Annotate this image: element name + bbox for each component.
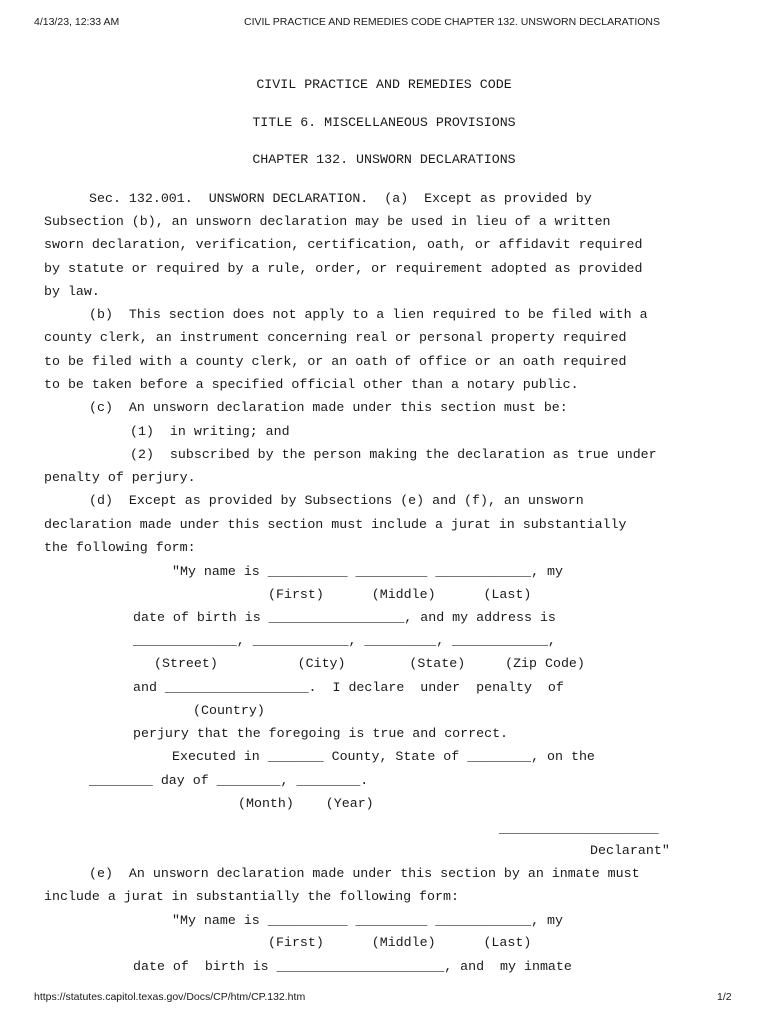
subsection-b-line: (b) This section does not apply to a lien required to be filed with a [89, 307, 648, 322]
body-line: to be filed with a county clerk, or an oath of office or an oath required [44, 354, 627, 369]
source-url: https://statutes.capitol.texas.gov/Docs/CP/htm/CP.132.htm [34, 991, 306, 1003]
jurat-line: perjury that the foregoing is true and correct. [133, 726, 509, 741]
jurat-line: and __________________. I declare under penalty of [133, 680, 564, 695]
jurat-line: date of birth is _________________, and my address is [133, 610, 556, 625]
item-1-line: (1) in writing; and [130, 424, 290, 439]
jurat-line: "My name is __________ _________ ____________, my [172, 913, 563, 928]
body-line: penalty of perjury. [44, 470, 196, 485]
page-number: 1/2 [717, 991, 732, 1003]
body-line: by law. [44, 284, 100, 299]
chapter-heading: CHAPTER 132. UNSWORN DECLARATIONS [252, 152, 516, 167]
body-line: to be taken before a specified official other than a notary public. [44, 377, 579, 392]
jurat-field-labels: (First) (Middle) (Last) [268, 935, 532, 950]
jurat-line: _____________, ____________, _________, ____________, [133, 633, 556, 648]
body-line: Subsection (b), an unsworn declaration may be used in lieu of a written [44, 214, 611, 229]
title-heading: TITLE 6. MISCELLANEOUS PROVISIONS [252, 115, 516, 130]
subsection-e-line: (e) An unsworn declaration made under this section by an inmate must [89, 866, 640, 881]
item-2-line: (2) subscribed by the person making the declaration as true under [130, 447, 657, 462]
signature-line: ____________________ [499, 821, 659, 836]
jurat-field-labels: (Country) [193, 703, 265, 718]
jurat-line: Executed in _______ County, State of ________, on the [172, 749, 595, 764]
subsection-c-line: (c) An unsworn declaration made under this section must be: [89, 400, 568, 415]
jurat-field-labels: (First) (Middle) (Last) [268, 587, 532, 602]
jurat-field-labels: (Month) (Year) [238, 796, 374, 811]
jurat-line: date of birth is _____________________, and my inmate [133, 959, 572, 974]
body-line: include a jurat in substantially the following form: [44, 889, 459, 904]
jurat-line: "My name is __________ _________ ____________, my [172, 564, 563, 579]
body-line: by statute or required by a rule, order, or requirement adopted as provided [44, 261, 643, 276]
print-datetime: 4/13/23, 12:33 AM [34, 16, 120, 28]
body-line: sworn declaration, verification, certification, oath, or affidavit required [44, 237, 643, 252]
print-title: CIVIL PRACTICE AND REMEDIES CODE CHAPTER 132. UNSWORN DECLARATIONS [244, 16, 660, 28]
body-line: the following form: [44, 540, 196, 555]
body-line: county clerk, an instrument concerning real or personal property required [44, 330, 627, 345]
jurat-line: ________ day of ________, ________. [89, 773, 369, 788]
jurat-field-labels: (Street) (City) (State) (Zip Code) [154, 656, 585, 671]
declarant-label: Declarant" [590, 843, 670, 858]
body-line: declaration made under this section must include a jurat in substantially [44, 517, 627, 532]
code-heading: CIVIL PRACTICE AND REMEDIES CODE [256, 77, 512, 92]
section-heading-line: Sec. 132.001. UNSWORN DECLARATION. (a) Except as provided by [89, 191, 592, 206]
subsection-d-line: (d) Except as provided by Subsections (e) and (f), an unsworn [89, 493, 584, 508]
